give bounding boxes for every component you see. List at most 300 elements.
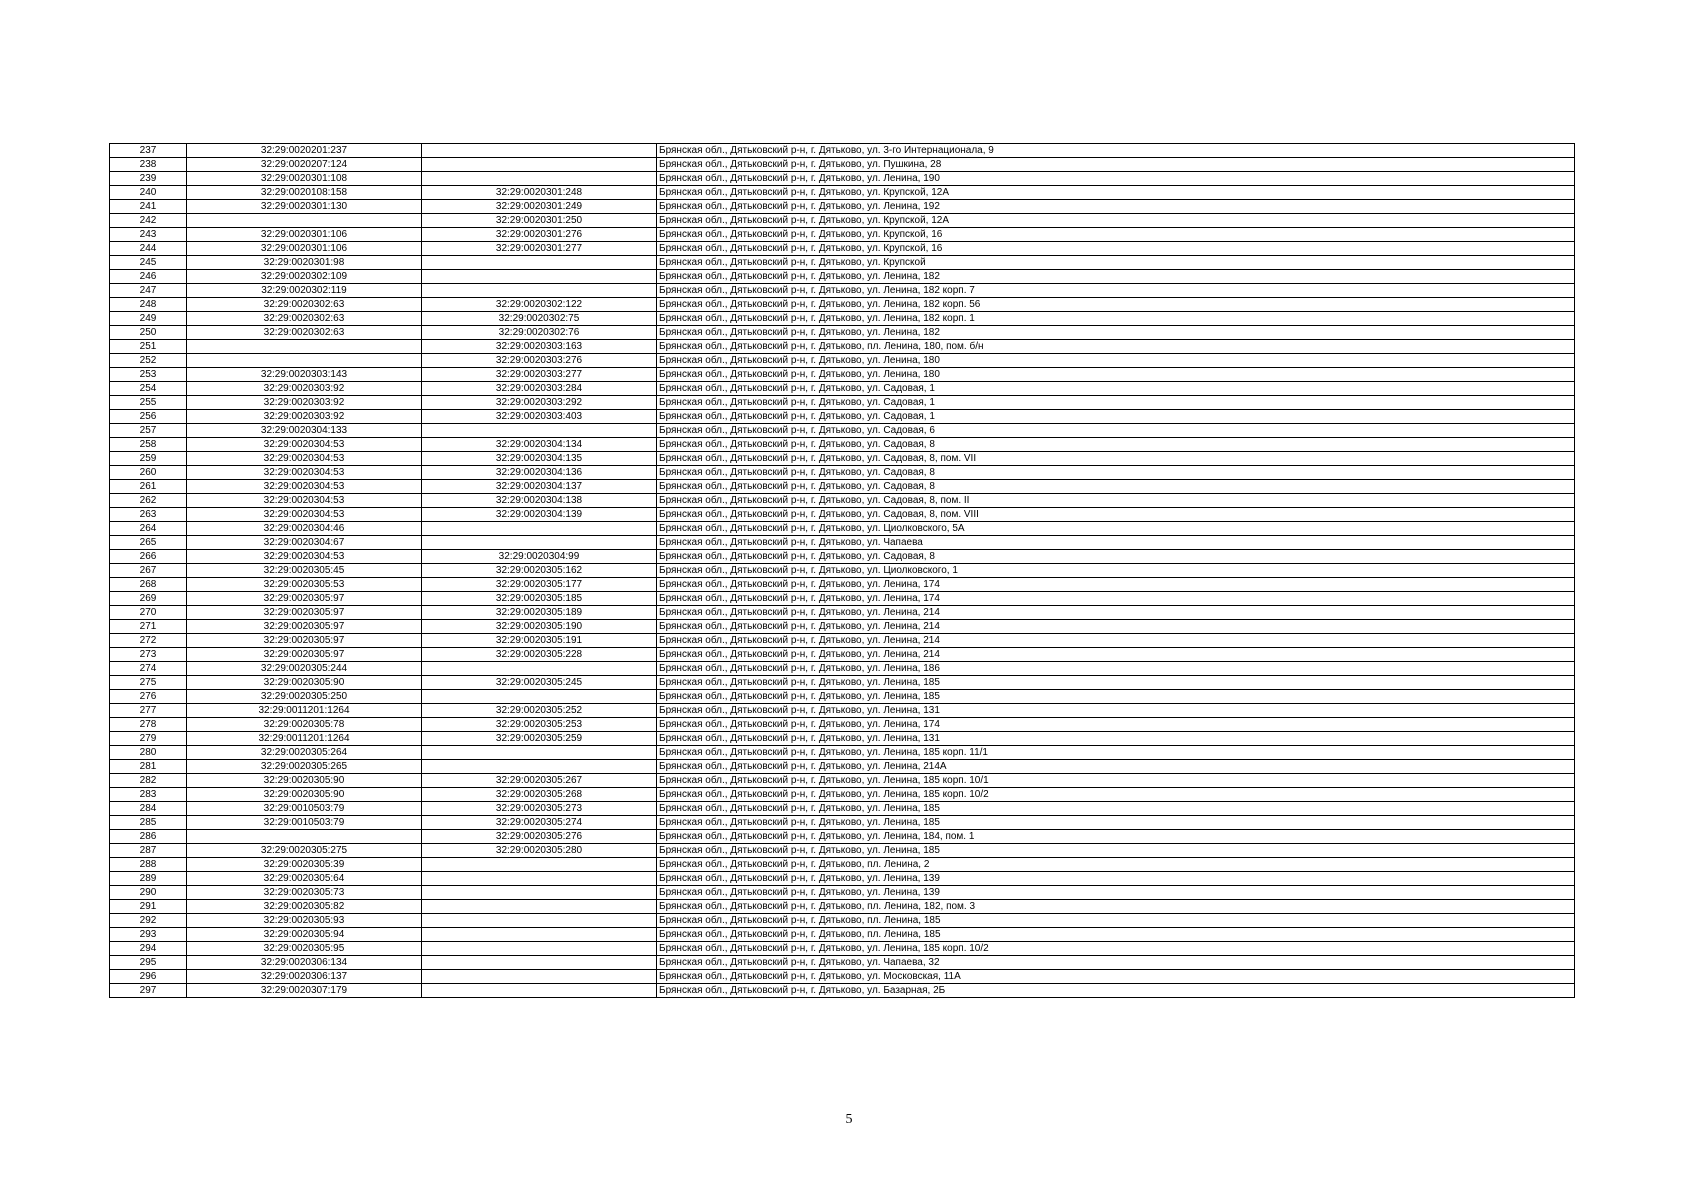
building-cadastral-number-cell: 32:29:0020305:190 — [422, 620, 657, 634]
row-number-cell: 243 — [110, 228, 187, 242]
table-row — [110, 522, 1575, 536]
address-cell: Брянская обл., Дятьковский р-н, г. Дятьково, ул. Крупской, 16 — [657, 228, 1575, 242]
table-row — [110, 704, 1575, 718]
building-cadastral-number-cell: 32:29:0020304:138 — [422, 494, 657, 508]
address-cell: Брянская обл., Дятьковский р-н, г. Дятьково, ул. Чапаева — [657, 536, 1575, 550]
land-cadastral-number-cell: 32:29:0020305:78 — [187, 718, 422, 732]
address-cell: Брянская обл., Дятьковский р-н, г. Дятьково, ул. Садовая, 8 — [657, 438, 1575, 452]
land-cadastral-number-cell: 32:29:0020201:237 — [187, 144, 422, 158]
address-cell: Брянская обл., Дятьковский р-н, г. Дятьково, ул. Циолковского, 5А — [657, 522, 1575, 536]
building-cadastral-number-cell — [422, 886, 657, 900]
building-cadastral-number-cell — [422, 158, 657, 172]
building-cadastral-number-cell: 32:29:0020304:134 — [422, 438, 657, 452]
land-cadastral-number-cell: 32:29:0020305:45 — [187, 564, 422, 578]
table-row — [110, 858, 1575, 872]
table-row — [110, 144, 1575, 158]
building-cadastral-number-cell — [422, 872, 657, 886]
land-cadastral-number-cell: 32:29:0020307:179 — [187, 984, 422, 998]
building-cadastral-number-cell — [422, 424, 657, 438]
table-row — [110, 774, 1575, 788]
address-cell: Брянская обл., Дятьковский р-н, г. Дятьково, ул. Садовая, 8, пом. VII — [657, 452, 1575, 466]
building-cadastral-number-cell: 32:29:0020305:185 — [422, 592, 657, 606]
row-number-cell: 277 — [110, 704, 187, 718]
table-row — [110, 844, 1575, 858]
land-cadastral-number-cell: 32:29:0020305:90 — [187, 676, 422, 690]
row-number-cell: 281 — [110, 760, 187, 774]
land-cadastral-number-cell: 32:29:0020305:39 — [187, 858, 422, 872]
address-cell: Брянская обл., Дятьковский р-н, г. Дятьково, ул. Пушкина, 28 — [657, 158, 1575, 172]
address-cell: Брянская обл., Дятьковский р-н, г. Дятьково, ул. Ленина, 185 корп. 10/2 — [657, 788, 1575, 802]
building-cadastral-number-cell: 32:29:0020305:253 — [422, 718, 657, 732]
table-row — [110, 410, 1575, 424]
row-number-cell: 238 — [110, 158, 187, 172]
row-number-cell: 289 — [110, 872, 187, 886]
row-number-cell: 240 — [110, 186, 187, 200]
building-cadastral-number-cell: 32:29:0020305:162 — [422, 564, 657, 578]
row-number-cell: 290 — [110, 886, 187, 900]
table-row — [110, 900, 1575, 914]
table-row — [110, 816, 1575, 830]
table-row — [110, 942, 1575, 956]
building-cadastral-number-cell — [422, 144, 657, 158]
address-cell: Брянская обл., Дятьковский р-н, г. Дятьково, ул. Ленина, 185 — [657, 690, 1575, 704]
building-cadastral-number-cell: 32:29:0020304:99 — [422, 550, 657, 564]
building-cadastral-number-cell: 32:29:0020304:136 — [422, 466, 657, 480]
row-number-cell: 252 — [110, 354, 187, 368]
address-cell: Брянская обл., Дятьковский р-н, г. Дятьково, пл. Ленина, 2 — [657, 858, 1575, 872]
address-cell: Брянская обл., Дятьковский р-н, г. Дятьково, ул. Крупской, 12А — [657, 214, 1575, 228]
building-cadastral-number-cell — [422, 284, 657, 298]
table-row — [110, 676, 1575, 690]
row-number-cell: 260 — [110, 466, 187, 480]
table-body — [110, 144, 1575, 998]
table-row — [110, 200, 1575, 214]
building-cadastral-number-cell — [422, 928, 657, 942]
land-cadastral-number-cell: 32:29:0020306:134 — [187, 956, 422, 970]
table-row — [110, 732, 1575, 746]
land-cadastral-number-cell: 32:29:0020305:275 — [187, 844, 422, 858]
table-row — [110, 396, 1575, 410]
row-number-cell: 239 — [110, 172, 187, 186]
row-number-cell: 273 — [110, 648, 187, 662]
land-cadastral-number-cell: 32:29:0020304:53 — [187, 508, 422, 522]
address-cell: Брянская обл., Дятьковский р-н, г. Дятьково, ул. Садовая, 8 — [657, 550, 1575, 564]
row-number-cell: 262 — [110, 494, 187, 508]
address-cell: Брянская обл., Дятьковский р-н, г. Дятьково, пл. Ленина, 180, пом. б/н — [657, 340, 1575, 354]
address-cell: Брянская обл., Дятьковский р-н, г. Дятьково, ул. 3-го Интернационала, 9 — [657, 144, 1575, 158]
row-number-cell: 291 — [110, 900, 187, 914]
row-number-cell: 286 — [110, 830, 187, 844]
row-number-cell: 268 — [110, 578, 187, 592]
row-number-cell: 297 — [110, 984, 187, 998]
building-cadastral-number-cell — [422, 270, 657, 284]
address-cell: Брянская обл., Дятьковский р-н, г. Дятьково, ул. Ленина, 214 — [657, 634, 1575, 648]
row-number-cell: 295 — [110, 956, 187, 970]
address-cell: Брянская обл., Дятьковский р-н, г. Дятьково, ул. Ленина, 131 — [657, 732, 1575, 746]
land-cadastral-number-cell: 32:29:0020305:64 — [187, 872, 422, 886]
land-cadastral-number-cell: 32:29:0020301:106 — [187, 242, 422, 256]
land-cadastral-number-cell: 32:29:0020305:82 — [187, 900, 422, 914]
building-cadastral-number-cell: 32:29:0020305:274 — [422, 816, 657, 830]
land-cadastral-number-cell: 32:29:0020305:94 — [187, 928, 422, 942]
land-cadastral-number-cell: 32:29:0010503:79 — [187, 816, 422, 830]
table-row — [110, 606, 1575, 620]
row-number-cell: 255 — [110, 396, 187, 410]
row-number-cell: 284 — [110, 802, 187, 816]
address-cell: Брянская обл., Дятьковский р-н, г. Дятьково, ул. Ленина, 174 — [657, 578, 1575, 592]
address-cell: Брянская обл., Дятьковский р-н, г. Дятьково, ул. Базарная, 2Б — [657, 984, 1575, 998]
address-cell: Брянская обл., Дятьковский р-н, г. Дятьково, ул. Ленина, 214 — [657, 606, 1575, 620]
row-number-cell: 257 — [110, 424, 187, 438]
table-row — [110, 830, 1575, 844]
building-cadastral-number-cell: 32:29:0020305:228 — [422, 648, 657, 662]
table-row — [110, 760, 1575, 774]
building-cadastral-number-cell — [422, 662, 657, 676]
land-cadastral-number-cell: 32:29:0020306:137 — [187, 970, 422, 984]
address-cell: Брянская обл., Дятьковский р-н, г. Дятьково, ул. Садовая, 1 — [657, 410, 1575, 424]
building-cadastral-number-cell: 32:29:0020301:250 — [422, 214, 657, 228]
address-cell: Брянская обл., Дятьковский р-н, г. Дятьково, ул. Садовая, 1 — [657, 382, 1575, 396]
address-cell: Брянская обл., Дятьковский р-н, г. Дятьково, ул. Ленина, 131 — [657, 704, 1575, 718]
table-row — [110, 172, 1575, 186]
building-cadastral-number-cell: 32:29:0020302:75 — [422, 312, 657, 326]
row-number-cell: 256 — [110, 410, 187, 424]
land-cadastral-number-cell: 32:29:0010503:79 — [187, 802, 422, 816]
building-cadastral-number-cell: 32:29:0020301:277 — [422, 242, 657, 256]
address-cell: Брянская обл., Дятьковский р-н, г. Дятьково, пл. Ленина, 185 — [657, 914, 1575, 928]
row-number-cell: 264 — [110, 522, 187, 536]
address-cell: Брянская обл., Дятьковский р-н, г. Дятьково, ул. Садовая, 8, пом. VIII — [657, 508, 1575, 522]
table-row — [110, 452, 1575, 466]
address-cell: Брянская обл., Дятьковский р-н, г. Дятьково, ул. Ленина, 139 — [657, 872, 1575, 886]
address-cell: Брянская обл., Дятьковский р-н, г. Дятьково, ул. Садовая, 1 — [657, 396, 1575, 410]
land-cadastral-number-cell: 32:29:0020301:98 — [187, 256, 422, 270]
row-number-cell: 269 — [110, 592, 187, 606]
land-cadastral-number-cell: 32:29:0011201:1264 — [187, 704, 422, 718]
table-row — [110, 480, 1575, 494]
address-cell: Брянская обл., Дятьковский р-н, г. Дятьково, ул. Садовая, 8, пом. II — [657, 494, 1575, 508]
table-row — [110, 746, 1575, 760]
row-number-cell: 266 — [110, 550, 187, 564]
land-cadastral-number-cell: 32:29:0020302:119 — [187, 284, 422, 298]
address-cell: Брянская обл., Дятьковский р-н, г. Дятьково, ул. Ленина, 180 — [657, 354, 1575, 368]
address-cell: Брянская обл., Дятьковский р-н, г. Дятьково, ул. Ленина, 185 корп. 10/1 — [657, 774, 1575, 788]
land-cadastral-number-cell: 32:29:0020305:244 — [187, 662, 422, 676]
building-cadastral-number-cell: 32:29:0020305:191 — [422, 634, 657, 648]
address-cell: Брянская обл., Дятьковский р-н, г. Дятьково, ул. Крупской, 16 — [657, 242, 1575, 256]
table-row — [110, 438, 1575, 452]
table-row — [110, 662, 1575, 676]
table-row — [110, 872, 1575, 886]
land-cadastral-number-cell: 32:29:0020305:97 — [187, 648, 422, 662]
building-cadastral-number-cell: 32:29:0020305:252 — [422, 704, 657, 718]
row-number-cell: 244 — [110, 242, 187, 256]
row-number-cell: 272 — [110, 634, 187, 648]
land-cadastral-number-cell: 32:29:0020305:90 — [187, 774, 422, 788]
table-row — [110, 648, 1575, 662]
table-row — [110, 466, 1575, 480]
row-number-cell: 280 — [110, 746, 187, 760]
land-cadastral-number-cell: 32:29:0020305:90 — [187, 788, 422, 802]
land-cadastral-number-cell: 32:29:0020301:130 — [187, 200, 422, 214]
land-cadastral-number-cell: 32:29:0020304:53 — [187, 438, 422, 452]
address-cell: Брянская обл., Дятьковский р-н, г. Дятьково, ул. Ленина, 185 — [657, 816, 1575, 830]
land-cadastral-number-cell: 32:29:0020305:265 — [187, 760, 422, 774]
table-row — [110, 382, 1575, 396]
row-number-cell: 248 — [110, 298, 187, 312]
building-cadastral-number-cell: 32:29:0020303:276 — [422, 354, 657, 368]
row-number-cell: 279 — [110, 732, 187, 746]
building-cadastral-number-cell: 32:29:0020303:277 — [422, 368, 657, 382]
row-number-cell: 282 — [110, 774, 187, 788]
building-cadastral-number-cell: 32:29:0020305:177 — [422, 578, 657, 592]
address-cell: Брянская обл., Дятьковский р-н, г. Дятьково, пл. Ленина, 185 — [657, 928, 1575, 942]
address-cell: Брянская обл., Дятьковский р-н, г. Дятьково, ул. Садовая, 8 — [657, 480, 1575, 494]
building-cadastral-number-cell: 32:29:0020305:276 — [422, 830, 657, 844]
land-cadastral-number-cell — [187, 214, 422, 228]
address-cell: Брянская обл., Дятьковский р-н, г. Дятьково, ул. Ленина, 192 — [657, 200, 1575, 214]
table-row — [110, 256, 1575, 270]
address-cell: Брянская обл., Дятьковский р-н, г. Дятьково, ул. Ленина, 182 — [657, 326, 1575, 340]
table-row — [110, 564, 1575, 578]
building-cadastral-number-cell — [422, 746, 657, 760]
building-cadastral-number-cell: 32:29:0020305:267 — [422, 774, 657, 788]
land-cadastral-number-cell: 32:29:0020305:97 — [187, 634, 422, 648]
row-number-cell: 246 — [110, 270, 187, 284]
land-cadastral-number-cell — [187, 354, 422, 368]
building-cadastral-number-cell: 32:29:0020302:76 — [422, 326, 657, 340]
property-registry-table — [109, 143, 1575, 998]
row-number-cell: 278 — [110, 718, 187, 732]
row-number-cell: 275 — [110, 676, 187, 690]
building-cadastral-number-cell: 32:29:0020304:137 — [422, 480, 657, 494]
row-number-cell: 285 — [110, 816, 187, 830]
land-cadastral-number-cell: 32:29:0020303:92 — [187, 396, 422, 410]
table-row — [110, 592, 1575, 606]
table-row — [110, 984, 1575, 998]
row-number-cell: 254 — [110, 382, 187, 396]
address-cell: Брянская обл., Дятьковский р-н, г. Дятьково, ул. Ленина, 190 — [657, 172, 1575, 186]
address-cell: Брянская обл., Дятьковский р-н, г. Дятьково, ул. Ленина, 184, пом. 1 — [657, 830, 1575, 844]
address-cell: Брянская обл., Дятьковский р-н, г. Дятьково, ул. Ленина, 186 — [657, 662, 1575, 676]
table-row — [110, 690, 1575, 704]
land-cadastral-number-cell: 32:29:0020302:63 — [187, 312, 422, 326]
table-row — [110, 550, 1575, 564]
table-row — [110, 368, 1575, 382]
row-number-cell: 250 — [110, 326, 187, 340]
land-cadastral-number-cell: 32:29:0020207:124 — [187, 158, 422, 172]
address-cell: Брянская обл., Дятьковский р-н, г. Дятьково, ул. Ленина, 185 — [657, 676, 1575, 690]
row-number-cell: 237 — [110, 144, 187, 158]
address-cell: Брянская обл., Дятьковский р-н, г. Дятьково, ул. Ленина, 182 — [657, 270, 1575, 284]
land-cadastral-number-cell: 32:29:0020302:63 — [187, 298, 422, 312]
address-cell: Брянская обл., Дятьковский р-н, г. Дятьково, ул. Ленина, 214 — [657, 648, 1575, 662]
land-cadastral-number-cell: 32:29:0020304:53 — [187, 466, 422, 480]
land-cadastral-number-cell: 32:29:0020305:97 — [187, 592, 422, 606]
address-cell: Брянская обл., Дятьковский р-н, г. Дятьково, ул. Московская, 11А — [657, 970, 1575, 984]
row-number-cell: 276 — [110, 690, 187, 704]
land-cadastral-number-cell: 32:29:0020305:73 — [187, 886, 422, 900]
building-cadastral-number-cell — [422, 942, 657, 956]
land-cadastral-number-cell: 32:29:0020305:53 — [187, 578, 422, 592]
table-row — [110, 284, 1575, 298]
land-cadastral-number-cell: 32:29:0020303:92 — [187, 382, 422, 396]
building-cadastral-number-cell: 32:29:0020304:139 — [422, 508, 657, 522]
table-row — [110, 270, 1575, 284]
land-cadastral-number-cell: 32:29:0020304:53 — [187, 550, 422, 564]
land-cadastral-number-cell: 32:29:0020303:92 — [187, 410, 422, 424]
table-row — [110, 886, 1575, 900]
table-row — [110, 578, 1575, 592]
row-number-cell: 293 — [110, 928, 187, 942]
address-cell: Брянская обл., Дятьковский р-н, г. Дятьково, ул. Циолковского, 1 — [657, 564, 1575, 578]
row-number-cell: 263 — [110, 508, 187, 522]
row-number-cell: 241 — [110, 200, 187, 214]
building-cadastral-number-cell: 32:29:0020303:403 — [422, 410, 657, 424]
table-row — [110, 354, 1575, 368]
row-number-cell: 259 — [110, 452, 187, 466]
row-number-cell: 296 — [110, 970, 187, 984]
row-number-cell: 288 — [110, 858, 187, 872]
land-cadastral-number-cell: 32:29:0020304:67 — [187, 536, 422, 550]
land-cadastral-number-cell: 32:29:0020304:133 — [187, 424, 422, 438]
row-number-cell: 283 — [110, 788, 187, 802]
address-cell: Брянская обл., Дятьковский р-н, г. Дятьково, ул. Ленина, 139 — [657, 886, 1575, 900]
address-cell: Брянская обл., Дятьковский р-н, г. Дятьково, ул. Крупской — [657, 256, 1575, 270]
row-number-cell: 251 — [110, 340, 187, 354]
table-row — [110, 242, 1575, 256]
row-number-cell: 261 — [110, 480, 187, 494]
table-row — [110, 158, 1575, 172]
building-cadastral-number-cell — [422, 858, 657, 872]
table-row — [110, 214, 1575, 228]
address-cell: Брянская обл., Дятьковский р-н, г. Дятьково, ул. Ленина, 182 корп. 7 — [657, 284, 1575, 298]
building-cadastral-number-cell: 32:29:0020305:245 — [422, 676, 657, 690]
table-row — [110, 186, 1575, 200]
row-number-cell: 265 — [110, 536, 187, 550]
row-number-cell: 270 — [110, 606, 187, 620]
table-row — [110, 928, 1575, 942]
building-cadastral-number-cell: 32:29:0020304:135 — [422, 452, 657, 466]
address-cell: Брянская обл., Дятьковский р-н, г. Дятьково, ул. Садовая, 6 — [657, 424, 1575, 438]
address-cell: Брянская обл., Дятьковский р-н, г. Дятьково, ул. Ленина, 214А — [657, 760, 1575, 774]
row-number-cell: 247 — [110, 284, 187, 298]
land-cadastral-number-cell: 32:29:0020305:250 — [187, 690, 422, 704]
building-cadastral-number-cell — [422, 760, 657, 774]
table-row — [110, 228, 1575, 242]
address-cell: Брянская обл., Дятьковский р-н, г. Дятьково, ул. Садовая, 8 — [657, 466, 1575, 480]
building-cadastral-number-cell: 32:29:0020305:189 — [422, 606, 657, 620]
address-cell: Брянская обл., Дятьковский р-н, г. Дятьково, пл. Ленина, 182, пом. 3 — [657, 900, 1575, 914]
address-cell: Брянская обл., Дятьковский р-н, г. Дятьково, ул. Ленина, 214 — [657, 620, 1575, 634]
table-row — [110, 298, 1575, 312]
address-cell: Брянская обл., Дятьковский р-н, г. Дятьково, ул. Ленина, 182 корп. 1 — [657, 312, 1575, 326]
table-row — [110, 326, 1575, 340]
building-cadastral-number-cell: 32:29:0020301:248 — [422, 186, 657, 200]
building-cadastral-number-cell — [422, 172, 657, 186]
table-row — [110, 914, 1575, 928]
building-cadastral-number-cell — [422, 956, 657, 970]
table-row — [110, 788, 1575, 802]
row-number-cell: 267 — [110, 564, 187, 578]
land-cadastral-number-cell — [187, 830, 422, 844]
building-cadastral-number-cell — [422, 970, 657, 984]
table-row — [110, 718, 1575, 732]
address-cell: Брянская обл., Дятьковский р-н, г. Дятьково, ул. Ленина, 182 корп. 56 — [657, 298, 1575, 312]
table-row — [110, 508, 1575, 522]
table-row — [110, 340, 1575, 354]
table-row — [110, 620, 1575, 634]
row-number-cell: 253 — [110, 368, 187, 382]
building-cadastral-number-cell — [422, 522, 657, 536]
building-cadastral-number-cell — [422, 690, 657, 704]
address-cell: Брянская обл., Дятьковский р-н, г. Дятьково, ул. Ленина, 185 корп. 10/2 — [657, 942, 1575, 956]
address-cell: Брянская обл., Дятьковский р-н, г. Дятьково, ул. Ленина, 180 — [657, 368, 1575, 382]
land-cadastral-number-cell: 32:29:0020305:95 — [187, 942, 422, 956]
building-cadastral-number-cell: 32:29:0020305:273 — [422, 802, 657, 816]
table-row — [110, 956, 1575, 970]
land-cadastral-number-cell: 32:29:0020303:143 — [187, 368, 422, 382]
address-cell: Брянская обл., Дятьковский р-н, г. Дятьково, ул. Ленина, 185 — [657, 802, 1575, 816]
land-cadastral-number-cell: 32:29:0020304:53 — [187, 452, 422, 466]
row-number-cell: 287 — [110, 844, 187, 858]
building-cadastral-number-cell — [422, 900, 657, 914]
row-number-cell: 242 — [110, 214, 187, 228]
table-row — [110, 494, 1575, 508]
row-number-cell: 245 — [110, 256, 187, 270]
building-cadastral-number-cell: 32:29:0020303:163 — [422, 340, 657, 354]
address-cell: Брянская обл., Дятьковский р-н, г. Дятьково, ул. Крупской, 12А — [657, 186, 1575, 200]
row-number-cell: 274 — [110, 662, 187, 676]
building-cadastral-number-cell — [422, 536, 657, 550]
building-cadastral-number-cell: 32:29:0020303:292 — [422, 396, 657, 410]
address-cell: Брянская обл., Дятьковский р-н, г. Дятьково, ул. Ленина, 174 — [657, 718, 1575, 732]
land-cadastral-number-cell: 32:29:0020302:63 — [187, 326, 422, 340]
land-cadastral-number-cell: 32:29:0020304:53 — [187, 480, 422, 494]
land-cadastral-number-cell: 32:29:0011201:1264 — [187, 732, 422, 746]
row-number-cell: 292 — [110, 914, 187, 928]
address-cell: Брянская обл., Дятьковский р-н, г. Дятьково, ул. Ленина, 174 — [657, 592, 1575, 606]
land-cadastral-number-cell: 32:29:0020301:106 — [187, 228, 422, 242]
building-cadastral-number-cell — [422, 256, 657, 270]
address-cell: Брянская обл., Дятьковский р-н, г. Дятьково, ул. Ленина, 185 корп. 11/1 — [657, 746, 1575, 760]
land-cadastral-number-cell: 32:29:0020305:264 — [187, 746, 422, 760]
table-row — [110, 802, 1575, 816]
land-cadastral-number-cell: 32:29:0020301:108 — [187, 172, 422, 186]
land-cadastral-number-cell: 32:29:0020305:97 — [187, 620, 422, 634]
building-cadastral-number-cell: 32:29:0020301:249 — [422, 200, 657, 214]
land-cadastral-number-cell: 32:29:0020304:46 — [187, 522, 422, 536]
land-cadastral-number-cell: 32:29:0020305:97 — [187, 606, 422, 620]
building-cadastral-number-cell — [422, 984, 657, 998]
building-cadastral-number-cell: 32:29:0020305:280 — [422, 844, 657, 858]
land-cadastral-number-cell: 32:29:0020305:93 — [187, 914, 422, 928]
building-cadastral-number-cell: 32:29:0020302:122 — [422, 298, 657, 312]
table-row — [110, 970, 1575, 984]
building-cadastral-number-cell: 32:29:0020305:259 — [422, 732, 657, 746]
page-number: 5 — [845, 1112, 853, 1127]
row-number-cell: 249 — [110, 312, 187, 326]
land-cadastral-number-cell: 32:29:0020304:53 — [187, 494, 422, 508]
land-cadastral-number-cell: 32:29:0020108:158 — [187, 186, 422, 200]
building-cadastral-number-cell — [422, 914, 657, 928]
row-number-cell: 294 — [110, 942, 187, 956]
building-cadastral-number-cell: 32:29:0020305:268 — [422, 788, 657, 802]
table-row — [110, 424, 1575, 438]
address-cell: Брянская обл., Дятьковский р-н, г. Дятьково, ул. Чапаева, 32 — [657, 956, 1575, 970]
row-number-cell: 271 — [110, 620, 187, 634]
table-row — [110, 634, 1575, 648]
